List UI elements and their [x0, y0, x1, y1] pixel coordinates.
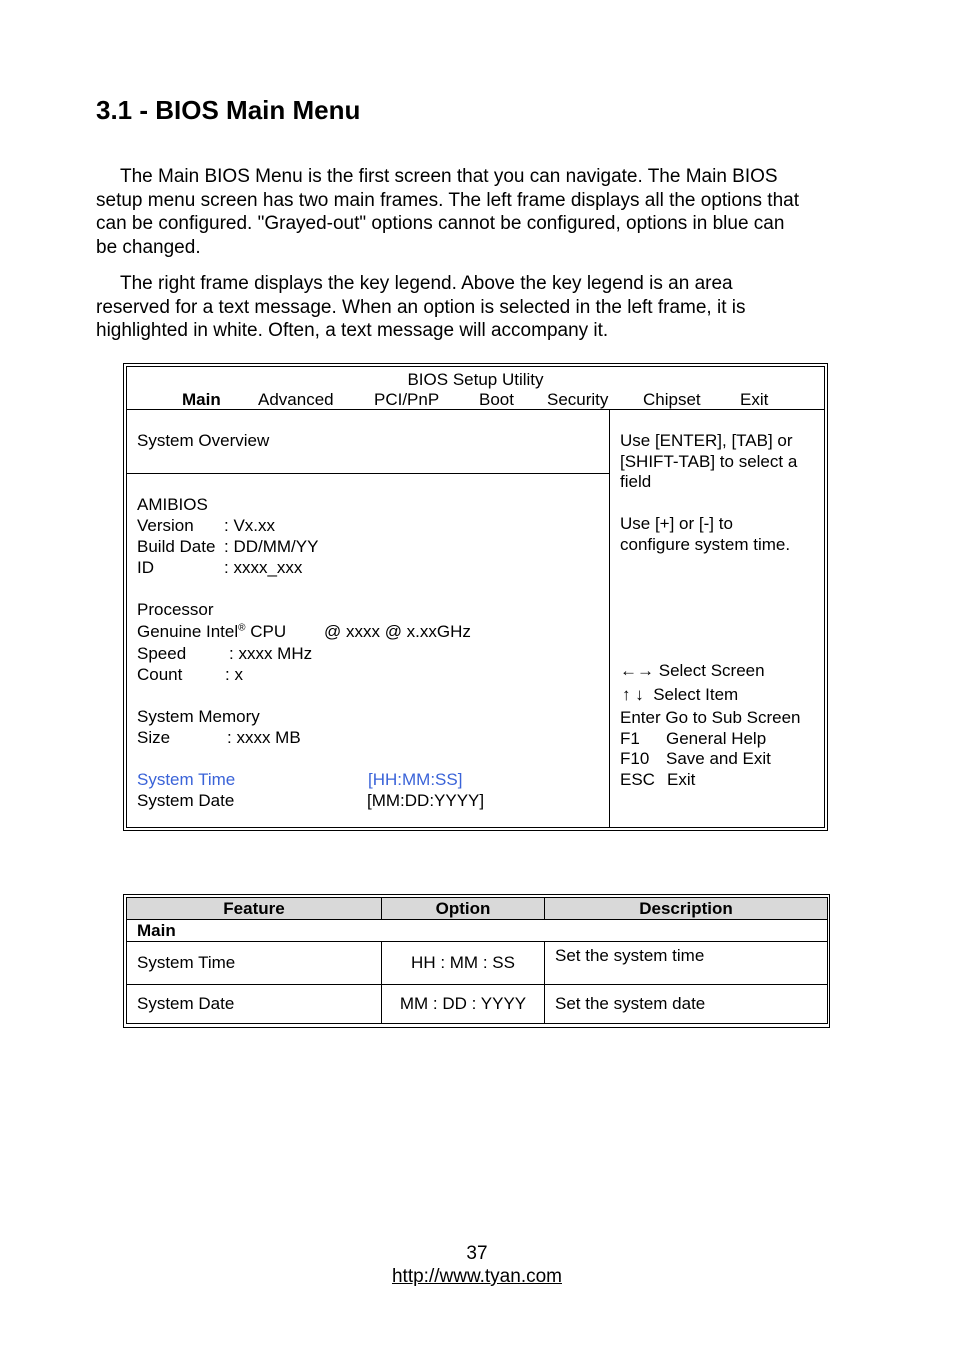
tab-pci-pnp[interactable]: PCI/PnP: [374, 390, 440, 409]
speed-value: : xxxx MHz: [229, 644, 313, 663]
legend-general-help: General Help: [666, 729, 767, 748]
description-cell: Set the system date: [545, 985, 828, 1024]
description-cell: Set the system time: [545, 942, 828, 985]
help-line-3: field: [620, 472, 652, 491]
para1-line1: The Main BIOS Menu is the first screen that you can navigate. The Main BIOS: [120, 166, 778, 187]
registered-mark: ®: [238, 622, 246, 634]
tab-chipset[interactable]: Chipset: [643, 390, 701, 409]
bios-header: [127, 367, 824, 410]
header-option: Option: [382, 898, 545, 920]
table-section-row: [127, 920, 828, 942]
legend-select-item: ↑ ↓ Select Item: [622, 685, 739, 704]
option-cell: HH : MM : SS: [382, 942, 545, 985]
para1-line3: can be configured. "Grayed-out" options cannot be configured, options in blue can: [96, 213, 785, 234]
para2-line2: reserved for a text message. When an option is selected in the left frame, it is: [96, 296, 746, 318]
help2-line-2: configure system time.: [620, 535, 791, 554]
version-value: : Vx.xx: [224, 516, 276, 535]
legend-sub-screen: Enter Go to Sub Screen: [620, 708, 801, 727]
memory-size-value: : xxxx MB: [227, 728, 301, 747]
id-value: : xxxx_xxx: [224, 558, 303, 577]
legend-exit: Exit: [667, 770, 696, 789]
system-date-label[interactable]: System Date: [137, 791, 235, 810]
para2-line3: highlighted in white. Often, a text message will accompany it.: [96, 320, 609, 341]
processor-label: Processor: [137, 600, 214, 619]
tab-advanced[interactable]: Advanced: [258, 390, 334, 409]
system-date-value[interactable]: [MM:DD:YYYY]: [367, 791, 485, 810]
overview-box: [127, 410, 609, 474]
id-label: ID: [137, 558, 154, 577]
footer-url-link[interactable]: http://www.tyan.com: [391, 1266, 562, 1287]
legend-select-screen: ←→ Select Screen: [620, 661, 765, 680]
tab-security[interactable]: Security: [547, 390, 609, 409]
system-time-label[interactable]: System Time: [137, 770, 236, 789]
bios-right-frame: [610, 410, 824, 827]
left-right-arrows-icon: ←→: [620, 661, 654, 680]
tab-main[interactable]: Main: [182, 390, 221, 409]
table-row: [127, 985, 828, 1024]
feature-table: [126, 897, 828, 1024]
system-memory-label: System Memory: [137, 707, 260, 726]
page-heading: 3.1 - BIOS Main Menu: [96, 95, 361, 125]
up-down-arrows-icon: ↑ ↓: [622, 685, 644, 704]
feature-table-frame: [123, 894, 830, 1028]
intro-paragraph-1: [96, 165, 866, 259]
bios-title: BIOS Setup Utility: [407, 370, 544, 389]
legend-f10-key: F10: [620, 749, 650, 768]
feature-cell: System Time: [127, 942, 382, 985]
memory-size-label: Size: [137, 728, 171, 747]
table-header-row: [127, 898, 828, 920]
legend-save-exit: Save and Exit: [666, 749, 771, 768]
table-row: [127, 942, 828, 985]
bios-left-frame: [127, 410, 610, 827]
section-main: Main: [127, 920, 828, 942]
cpu-frequency: @ xxxx @ x.xxGHz: [324, 622, 471, 641]
intro-paragraph-2: [96, 272, 866, 343]
help2-line-1: Use [+] or [-] to: [620, 514, 733, 533]
feature-cell: System Date: [127, 985, 382, 1024]
option-cell: MM : DD : YYYY: [382, 985, 545, 1024]
build-date-label: Build Date: [137, 537, 216, 556]
legend-f1-key: F1: [620, 729, 640, 748]
header-feature: Feature: [127, 898, 382, 920]
para1-line4: be changed.: [96, 236, 201, 258]
legend-esc-key: ESC: [620, 770, 655, 789]
system-time-value[interactable]: [HH:MM:SS]: [368, 770, 463, 789]
help-line-1: Use [ENTER], [TAB] or: [620, 431, 793, 450]
overview-label: System Overview: [137, 431, 270, 450]
para1-line2: setup menu screen has two main frames. The left frame displays all the options that: [96, 189, 799, 211]
para2-line1: The right frame displays the key legend. Above the key legend is an area: [120, 273, 733, 294]
tab-exit[interactable]: Exit: [740, 390, 769, 409]
bios-screen: [123, 363, 828, 831]
count-value: : x: [225, 665, 243, 684]
amibios-label: AMIBIOS: [137, 495, 208, 514]
header-description: Description: [545, 898, 828, 920]
help-line-2: [SHIFT-TAB] to select a: [620, 452, 798, 471]
speed-label: Speed: [137, 644, 187, 663]
version-label: Version: [137, 516, 194, 535]
build-date-value: : DD/MM/YY: [224, 537, 319, 556]
cpu-name: Genuine Intel® CPU: [137, 622, 287, 641]
page-number: 37: [466, 1243, 488, 1264]
tab-boot[interactable]: Boot: [479, 390, 514, 409]
count-label: Count: [137, 665, 183, 684]
footer-url-wrap: [0, 1266, 954, 1288]
